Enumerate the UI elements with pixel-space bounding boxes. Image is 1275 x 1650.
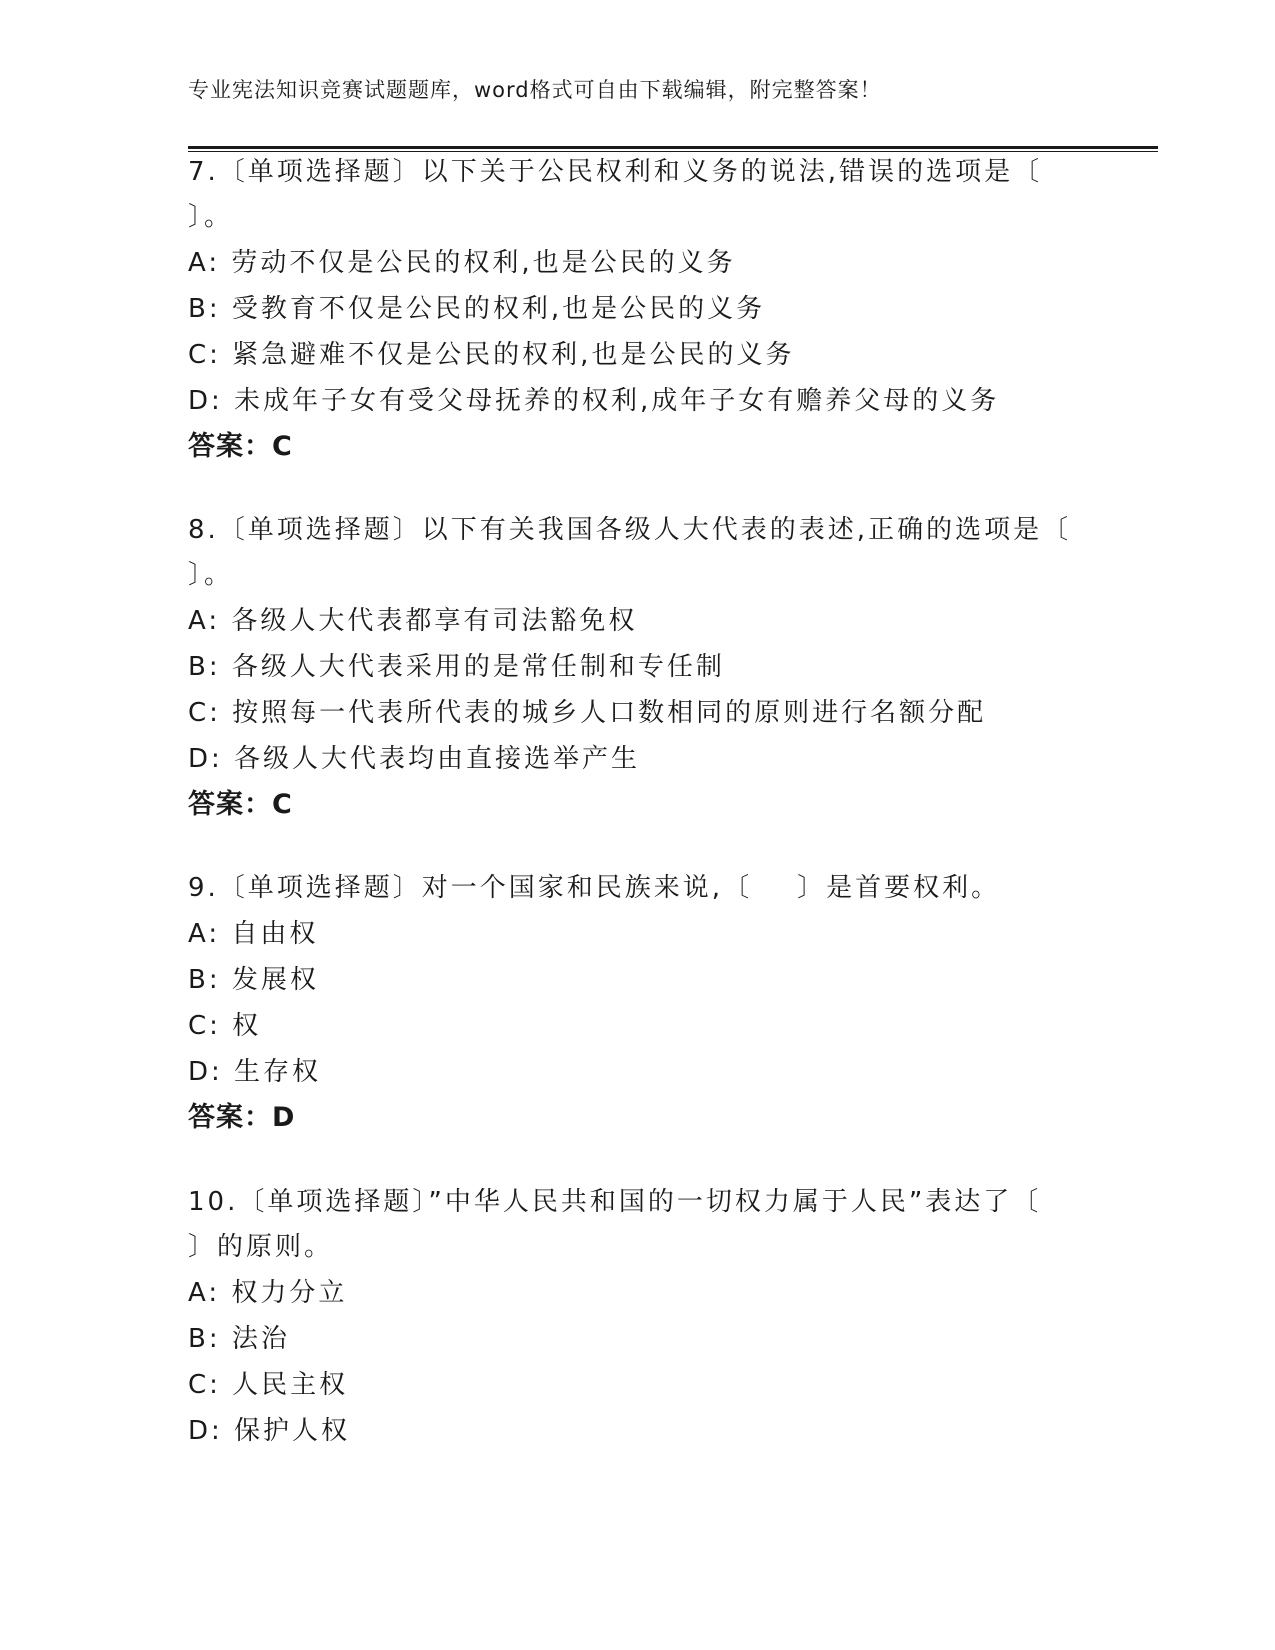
option-b: B: 各级人大代表采用的是常任制和专任制 [188,652,725,682]
question-stem: 7.〔单项选择题〕以下关于公民权利和义务的说法,错误的选项是〔 〕。 [188,157,1043,232]
option-d: D: 生存权 [188,1057,322,1087]
option-d: D: 各级人大代表均由直接选举产生 [188,744,641,774]
answer: 答案：D [188,1102,296,1133]
page-header: 专业宪法知识竞赛试题题库，word格式可自由下载编辑，附完整答案！ [188,78,882,102]
option-a: A: 权力分立 [188,1278,348,1308]
answer: 答案：C [188,431,293,462]
option-b: B: 受教育不仅是公民的权利,也是公民的义务 [188,294,766,324]
question-8 [188,508,1088,827]
question-9 [188,866,1088,1140]
option-b: B: 发展权 [188,965,319,995]
option-d: D: 未成年子女有受父母抚养的权利,成年子女有赡养父母的义务 [188,386,1000,416]
question-10 [188,1180,1088,1454]
option-c: C: 按照每一代表所代表的城乡人口数相同的原则进行名额分配 [188,698,987,728]
question-stem: 9.〔单项选择题〕对一个国家和民族来说,〔 〕是首要权利。 [188,873,1001,903]
question-stem: 10.〔单项选择题〕”中华人民共和国的一切权力属于人民”表达了〔 〕的原则。 [188,1187,1042,1262]
option-c: C: 人民主权 [188,1370,349,1400]
option-c: C: 权 [188,1011,262,1041]
question-stem: 8.〔单项选择题〕以下有关我国各级人大代表的表述,正确的选项是〔 〕。 [188,515,1072,590]
option-b: B: 法治 [188,1324,290,1354]
option-c: C: 紧急避难不仅是公民的权利,也是公民的义务 [188,340,795,370]
question-7 [188,150,1088,469]
option-a: A: 自由权 [188,919,319,949]
option-a: A: 劳动不仅是公民的权利,也是公民的义务 [188,248,736,278]
option-a: A: 各级人大代表都享有司法豁免权 [188,606,638,636]
option-d: D: 保护人权 [188,1416,351,1446]
answer: 答案：C [188,789,293,820]
